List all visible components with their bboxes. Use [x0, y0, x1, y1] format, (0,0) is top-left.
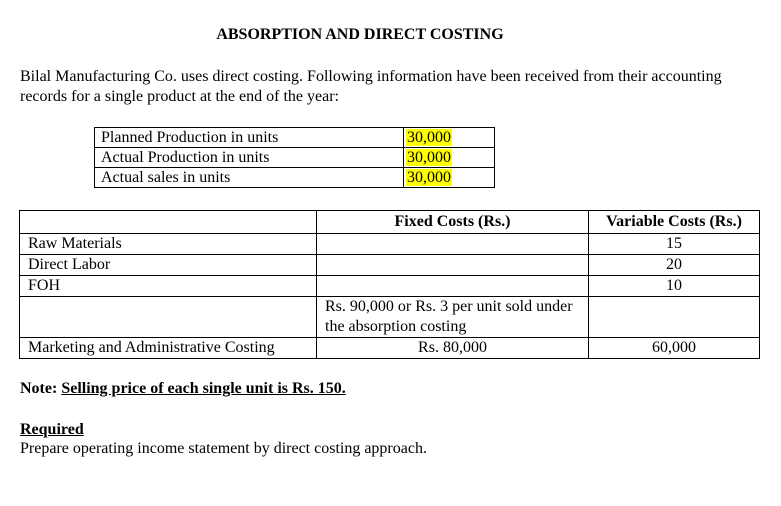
cost-item — [20, 297, 317, 338]
cost-table — [19, 210, 760, 359]
table-row — [20, 255, 760, 276]
page-title: ABSORPTION AND DIRECT COSTING — [216, 26, 504, 43]
intro-paragraph: Bilal Manufacturing Co. uses direct costing. Following information have been received from their accounting records for a single product at the end of the year: — [20, 68, 722, 105]
table-row — [20, 338, 760, 359]
fixed-cost — [317, 234, 589, 255]
variable-cost: 10 — [589, 276, 760, 297]
fixed-cost-note: Rs. 90,000 or Rs. 3 per unit sold under the absorption costing — [317, 297, 589, 338]
required-text: Prepare operating income statement by direct costing approach. — [20, 440, 427, 457]
cost-item: Marketing and Administrative Costing — [20, 338, 317, 359]
fixed-cost: Rs. 80,000 — [317, 338, 589, 359]
table-header-row — [20, 211, 760, 234]
note — [20, 380, 346, 398]
cost-item: Direct Labor — [20, 255, 317, 276]
production-label: Actual sales in units — [95, 168, 404, 188]
variable-cost: 20 — [589, 255, 760, 276]
note-text: Selling price of each single unit is Rs. 150. — [61, 380, 346, 397]
required-heading: Required — [20, 421, 84, 438]
table-row — [20, 234, 760, 255]
variable-cost — [589, 297, 760, 338]
table-row — [95, 168, 495, 188]
production-table — [94, 127, 495, 188]
cost-item: FOH — [20, 276, 317, 297]
variable-cost: 15 — [589, 234, 760, 255]
fixed-cost — [317, 276, 589, 297]
table-row — [20, 276, 760, 297]
production-value: 30,000 — [407, 129, 451, 146]
fixed-cost — [317, 255, 589, 276]
cost-item: Raw Materials — [20, 234, 317, 255]
table-row — [95, 128, 495, 148]
header-variable-costs: Variable Costs (Rs.) — [589, 211, 760, 234]
production-label: Planned Production in units — [95, 128, 404, 148]
note-prefix: Note: — [20, 380, 58, 397]
header-item — [20, 211, 317, 234]
header-fixed-costs: Fixed Costs (Rs.) — [317, 211, 589, 234]
variable-cost: 60,000 — [589, 338, 760, 359]
production-value: 30,000 — [407, 169, 451, 186]
production-value: 30,000 — [407, 149, 451, 166]
table-row — [20, 297, 760, 338]
production-label: Actual Production in units — [95, 148, 404, 168]
table-row — [95, 148, 495, 168]
